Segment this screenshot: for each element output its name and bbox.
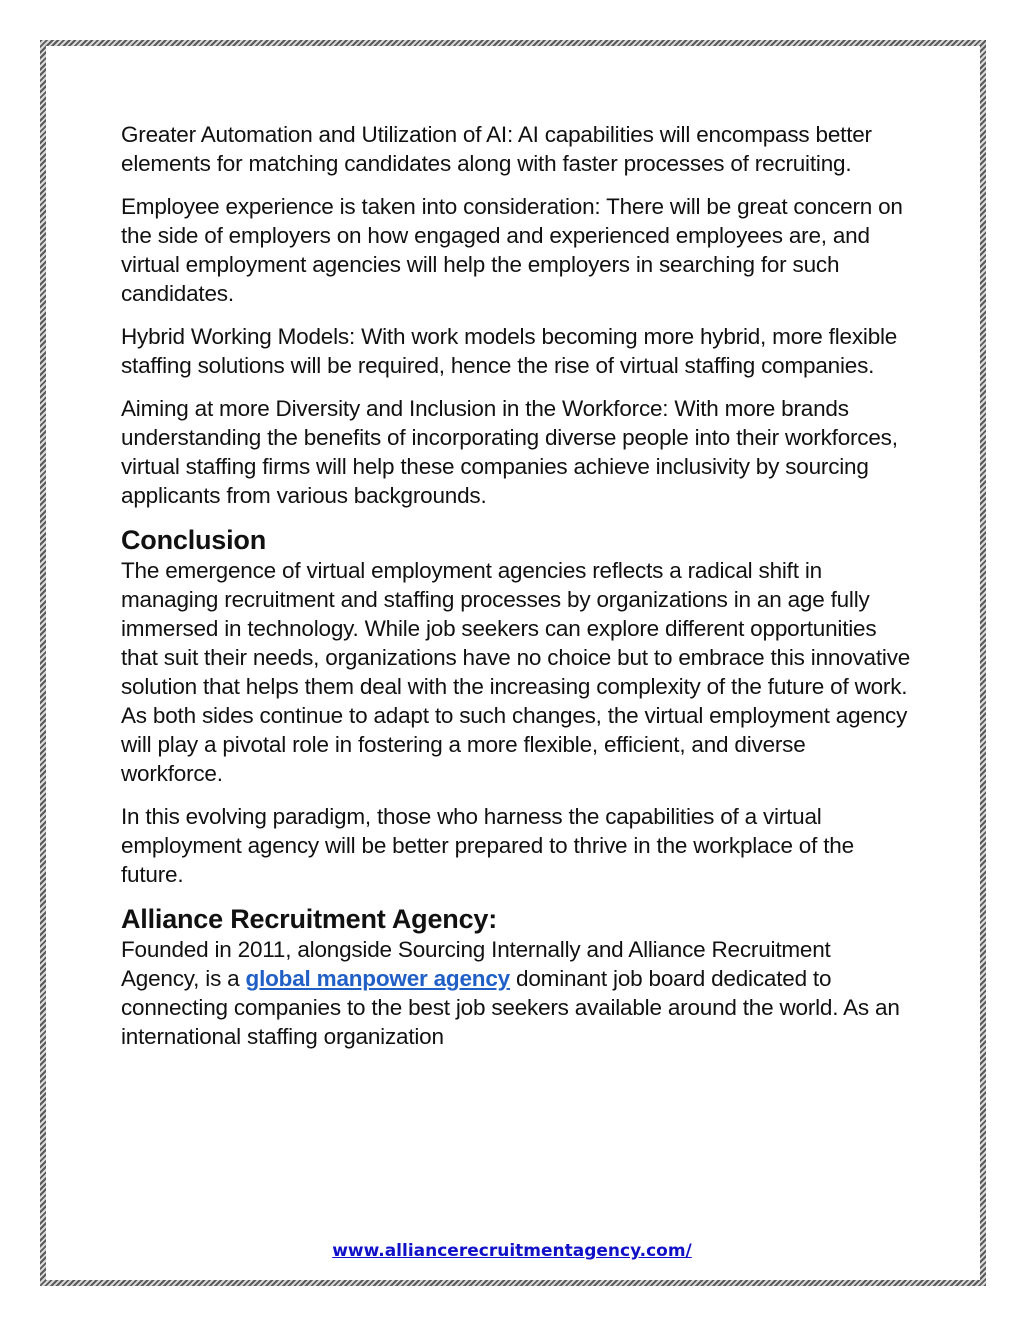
paragraph-employee-experience: Employee experience is taken into consideration: There will be great concern on the side of employers on how engaged and experienced employees are, and virtual employment agencies will help the employers in searching for such candidates. bbox=[121, 194, 903, 306]
paragraph-diversity-inclusion: Aiming at more Diversity and Inclusion in the Workforce: With more brands understanding the benefits of incorporating diverse people into their workforces, virtual staffing firms will help these companies achieve inclusivity by sourcing applicants from various backgrounds. bbox=[121, 396, 898, 508]
document-body bbox=[121, 120, 911, 1065]
paragraph-conclusion-1: The emergence of virtual employment agencies reflects a radical shift in managing recruitment and staffing processes by organizations in an age fully immersed in technology. While job seekers can explore different opportunities that suit their needs, organizations have no choice but to embrace this innovative solution that helps them deal with the increasing complexity of the future of work. As both sides continue to adapt to such changes, the virtual employment agency will play a pivotal role in fostering a more flexible, efficient, and diverse workforce. bbox=[121, 558, 911, 786]
paragraph-hybrid-working: Hybrid Working Models: With work models becoming more hybrid, more flexible staffing solutions will be required, hence the rise of virtual staffing companies. bbox=[121, 324, 898, 378]
footer-website-link[interactable]: www.alliancerecruitmentagency.com/ bbox=[332, 1241, 692, 1261]
heading-alliance-recruitment-agency: Alliance Recruitment Agency: bbox=[121, 904, 497, 934]
heading-conclusion: Conclusion bbox=[121, 525, 266, 555]
paragraph-conclusion-2: In this evolving paradigm, those who harness the capabilities of a virtual employment agency will be better prepared to thrive in the workplace of the future. bbox=[121, 804, 854, 887]
global-manpower-agency-link[interactable]: global manpower agency bbox=[245, 966, 510, 991]
about-text-before-link: Founded in 2011, alongside Sourcing Internally and Alliance Recruitment Agency, is a bbox=[121, 937, 831, 991]
paragraph-ai-automation: Greater Automation and Utilization of AI: AI capabilities will encompass better elements for matching candidates along with faster processes of recruiting. bbox=[121, 122, 872, 176]
about-text-after-link: dominant job board dedicated to connecting companies to the best job seekers available around the world. As an international staffing organization bbox=[121, 966, 900, 1049]
paragraph-about-agency bbox=[121, 935, 911, 1051]
